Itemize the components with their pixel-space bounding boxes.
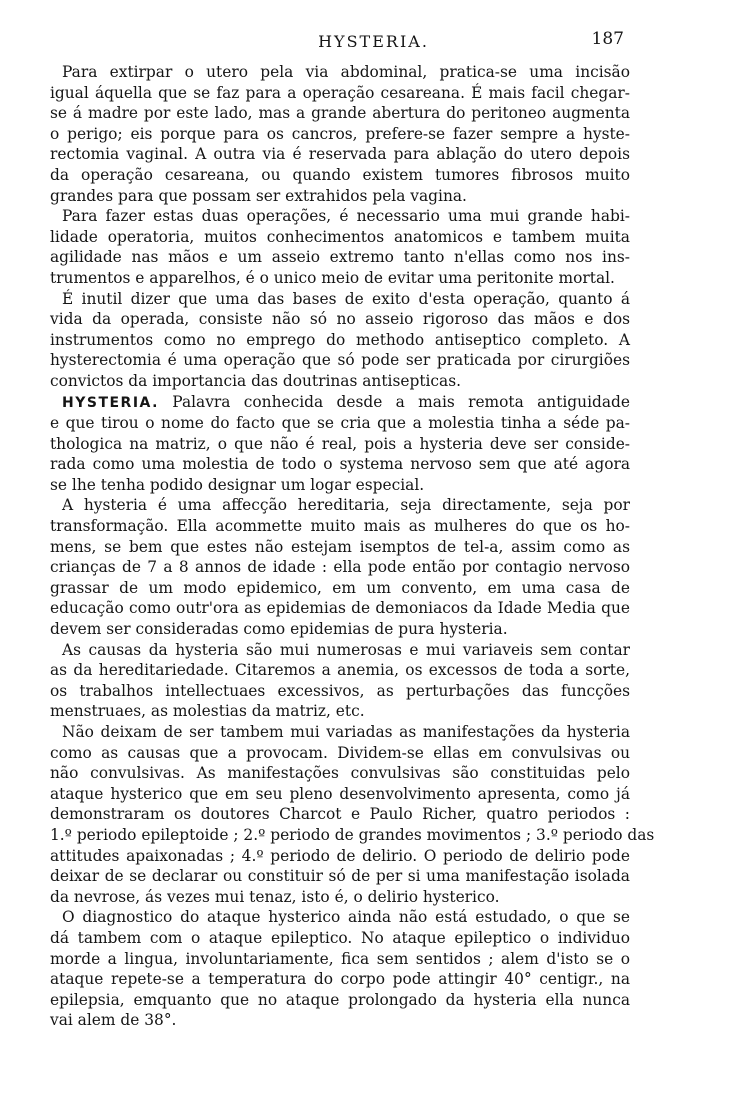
paragraph	[50, 907, 630, 1031]
paragraph	[50, 392, 630, 496]
text-line: Para fazer estas duas operações, é necessario uma mui grande habi-	[62, 207, 630, 226]
text-line: se á madre por este lado, mas a grande abertura do peritoneo augmenta	[50, 104, 630, 123]
running-title: HYSTERIA.	[318, 32, 429, 51]
text-line: rectomia vaginal. A outra via é reservada para ablação do utero depois	[50, 145, 630, 164]
text-line: vai alem de 38°.	[50, 1011, 177, 1030]
entry-term: HYSTERIA.	[62, 394, 159, 411]
text-line: e que tirou o nome do facto que se cria que a molestia tinha a séde pa-	[50, 414, 630, 433]
text-line: thologica na matriz, o que não é real, pois a hysteria deve ser conside-	[50, 434, 630, 453]
paragraph	[50, 206, 630, 288]
text-line: ataque repete-se a temperatura do corpo pode attingir 40° centigr., na	[50, 970, 630, 989]
text-line: rada como uma molestia de todo o systema nervoso sem que até agora	[50, 455, 630, 474]
body-text	[50, 62, 655, 1031]
text-line: O diagnostico do ataque hysterico ainda não está estudado, o que se	[62, 908, 630, 927]
text-line: vida da operada, consiste não só no asseio rigoroso das mãos e dos	[50, 310, 630, 329]
text-line: como as causas que a provocam. Dividem-se ellas em convulsivas ou	[50, 743, 630, 762]
paragraph	[50, 640, 630, 722]
text-line: Para extirpar o utero pela via abdominal, pratica-se uma incisão	[62, 63, 630, 81]
text-line: dá tambem com o ataque epileptico. No ataque epileptico o individuo	[50, 928, 630, 947]
text-line: A hysteria é uma affecção hereditaria, seja directamente, seja por	[62, 496, 630, 515]
text-line: lidade operatoria, muitos conhecimentos anatomicos e tambem muita	[50, 227, 630, 246]
text-line: convictos da importancia das doutrinas antisepticas.	[50, 371, 462, 390]
text-line: hysterectomia é uma operação que só pode ser praticada por cirurgiões	[50, 351, 630, 370]
text-line: menstruaes, as molestias da matriz, etc.	[50, 702, 365, 721]
text-line: 1.º periodo epileptoide ; 2.º periodo de grandes movimentos ; 3.º periodo das	[50, 825, 655, 844]
text-line: grassar de um modo epidemico, em um convento, em uma casa de	[50, 578, 630, 597]
text-line: Não deixam de ser tambem mui variadas as manifestações da hysteria	[62, 723, 630, 741]
text-line: morde a lingua, involuntariamente, fica sem sentidos ; alem d'isto se o	[50, 949, 630, 968]
paragraph	[50, 495, 630, 639]
text-line: epilepsia, emquanto que no ataque prolongado da hysteria ella nunca	[50, 990, 630, 1009]
paragraph	[50, 289, 630, 392]
running-header	[0, 29, 747, 54]
text-line: igual áquella que se faz para a operação cesareana. É mais facil chegar-	[50, 83, 630, 102]
text-line: devem ser consideradas como epidemias de pura hysteria.	[50, 620, 508, 639]
text-line: transformação. Ella acommette muito mais as mulheres do que os ho-	[50, 517, 630, 536]
text-line: demonstraram os doutores Charcot e Paulo Richer, quatro periodos :	[50, 805, 630, 824]
text-line: se lhe tenha podido designar um logar especial.	[50, 475, 425, 494]
text-line: os trabalhos intellectuaes excessivos, as perturbações das funcções	[50, 681, 630, 700]
paragraph	[50, 62, 630, 206]
text-line	[50, 392, 630, 414]
text-line: educação como outr'ora as epidemias de demoniacos da Idade Media que	[50, 599, 630, 618]
entry-definition-start: Palavra conhecida desde a mais remota antiguidade	[158, 392, 630, 411]
text-line: instrumentos como no emprego do methodo antiseptico completo. A	[50, 330, 630, 349]
text-line: não convulsivas. As manifestações convulsivas são constituidas pelo	[50, 764, 630, 783]
text-line: mens, se bem que estes não estejam isemptos de tel-a, assim como as	[50, 537, 630, 556]
text-line: agilidade nas mãos e um asseio extremo tanto n'ellas como nos ins-	[50, 248, 630, 267]
text-line: o perigo; eis porque para os cancros, prefere-se fazer sempre a hyste-	[50, 124, 630, 143]
text-line: attitudes apaixonadas ; 4.º periodo de delirio. O periodo de delirio pode	[50, 846, 630, 865]
text-line: as da hereditariedade. Citaremos a anemia, os excessos de toda a sorte,	[50, 661, 630, 680]
text-line: da nevrose, ás vezes mui tenaz, isto é, o delirio hysterico.	[50, 887, 500, 906]
text-line: trumentos e apparelhos, é o unico meio de evitar uma peritonite mortal.	[50, 268, 615, 287]
text-line: É inutil dizer que uma das bases de exito d'esta operação, quanto á	[62, 289, 630, 308]
text-line: deixar de se declarar ou constituir só de per si uma manifestação isolada	[50, 867, 630, 886]
text-line: ataque hysterico que em seu pleno desenvolvimento apresenta, como já	[50, 784, 630, 803]
page-number: 187	[591, 29, 624, 49]
text-line: crianças de 7 a 8 annos de idade : ella pode então por contagio nervoso	[50, 558, 630, 577]
text-line: As causas da hysteria são mui numerosas e mui variaveis sem contar	[62, 640, 630, 659]
paragraph	[50, 722, 655, 907]
text-line: grandes para que possam ser extrahidos pela vagina.	[50, 186, 467, 205]
text-line: da operação cesareana, ou quando existem tumores fibrosos muito	[50, 165, 630, 184]
